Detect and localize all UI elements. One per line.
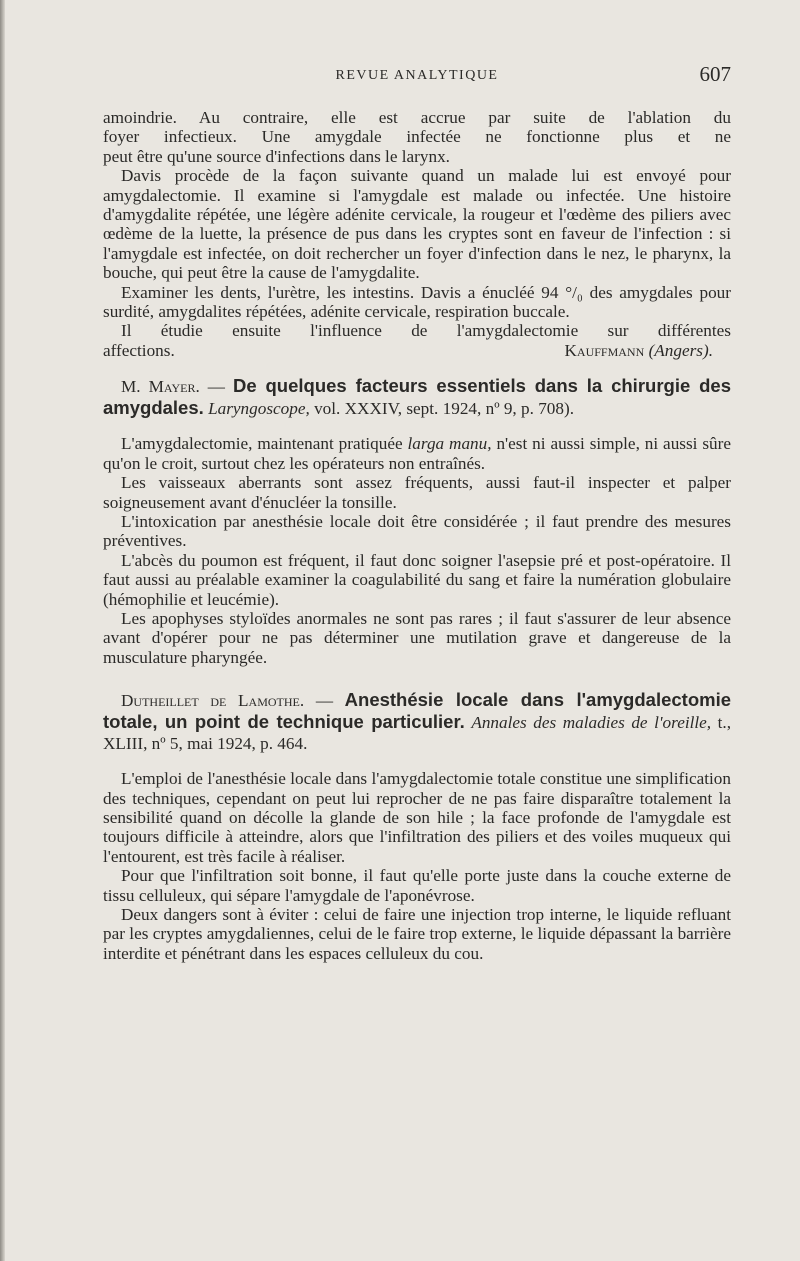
reference-title: Anesthésie locale dans l'amygdalectomie totale, un point de technique particulier. (103, 689, 731, 733)
paragraph (103, 434, 731, 473)
reference-title: De quelques facteurs essentiels dans la chirurgie des amygdales. (103, 375, 731, 419)
paragraph: L'abcès du poumon est fréquent, il faut donc soigner l'asepsie pré et post-opératoire. Il faut aussi au préalable examiner la coagulabilité du sang et faire la numération globulaire (hémophilie et leucémie). (103, 550, 731, 609)
paragraph: Davis procède de la façon suivante quand un malade lui est envoyé pour amygdalectomie. Il examine si l'amygdale est malade ou infectée. Une histoire d'amygdalite répétée, une légère adénite cervicale, la rougeur et l'œdème des piliers avec œdème de la luette, la présence de pus dans les cryptes sont en faveur de l'infection : si l'amygdale est infectée, on doit rechercher un foyer d'infection dans le nez, le pharynx, la bouche, qui peut être la cause de l'amygdalite. (103, 166, 731, 283)
signature-author: Kauffmann (564, 340, 645, 360)
page-body (103, 108, 731, 963)
text-line: affections. (103, 340, 175, 360)
text-line: peut être qu'une source d'infections dans le larynx. (103, 146, 450, 166)
binding-edge (0, 0, 5, 1261)
page-header (103, 62, 731, 90)
paragraph: Les vaisseaux aberrants sont assez fréquents, aussi faut-il inspecter et palper soigneusement avant d'énucléer la tonsille. (103, 473, 731, 512)
signature-row (103, 341, 731, 360)
reference-details: t., XLIII, nº 5, mai 1924, p. 464. (103, 713, 732, 754)
reference-heading (103, 689, 731, 754)
reference-journal: Laryngoscope, (208, 399, 310, 419)
paragraph: Il étudie ensuite l'influence de l'amygdalectomie sur différentes (121, 321, 731, 341)
reference-details: vol. XXXIV, sept. 1924, nº 9, p. 708). (309, 399, 575, 419)
paragraph: Examiner les dents, l'urètre, les intestins. Davis a énucléé 94 °/₀ des amygdales pour surdité, amygdalites répétées, adénite cervicale, respiration buccale. (103, 282, 731, 322)
text-line: amoindrie. Au contraire, elle est accrue par suite de l'ablation du (103, 108, 731, 127)
text-span: n'est ni aussi simple, ni aussi sûre qu'on le croit, surtout chez les opérateurs non entraînés. (103, 434, 731, 473)
signature (565, 341, 714, 360)
reference-author: Dutheillet de Lamothe. (121, 691, 305, 711)
reference-dash: — (304, 691, 345, 711)
paragraph: Les apophyses styloïdes anormales ne sont pas rares ; il faut s'assurer de leur absence avant d'opérer pour ne pas déterminer une mutilation grave et dangereuse de la musculature pharyngée. (103, 608, 731, 667)
italic-span: larga manu, (407, 434, 492, 454)
reference-dash: — (199, 377, 233, 397)
page-number: 607 (699, 62, 731, 86)
signature-city: (Angers). (648, 340, 713, 360)
reference-journal: Annales des maladies de l'oreille, (471, 713, 712, 733)
running-head: REVUE ANALYTIQUE (335, 68, 499, 83)
paragraph: Deux dangers sont à éviter : celui de faire une injection trop interne, le liquide refluant par les cryptes amygdaliennes, celui de le faire trop externe, le liquide dépassant la barrière interdite et pénétrant dans les espaces celluleux du cou. (103, 905, 731, 963)
text-span: L'amygdalectomie, maintenant pratiquée (121, 434, 408, 454)
paragraph: Pour que l'infiltration soit bonne, il faut qu'elle porte juste dans la couche externe de tissu celluleux, qui sépare l'amygdale de l'aponévrose. (103, 866, 731, 905)
paragraph: L'emploi de l'anesthésie locale dans l'amygdalectomie totale constitue une simplification des techniques, cependant on peut lui reprocher de ne pas faire disparaître totalement la sensibilité quand on décolle la glande de son hile ; la face profonde de l'amygdale est toujours difficile à atteindre, alors que l'infiltration des piliers et des voiles muqueux qui l'entourent, est très facile à réaliser. (103, 769, 731, 866)
paragraph: L'intoxication par anesthésie locale doit être considérée ; il faut prendre des mesures préventives. (103, 511, 731, 551)
text-line: foyer infectieux. Une amygdale infectée ne fonctionne plus et ne (103, 127, 731, 147)
reference-heading (103, 375, 731, 419)
reference-author: M. Mayer. (121, 377, 200, 397)
